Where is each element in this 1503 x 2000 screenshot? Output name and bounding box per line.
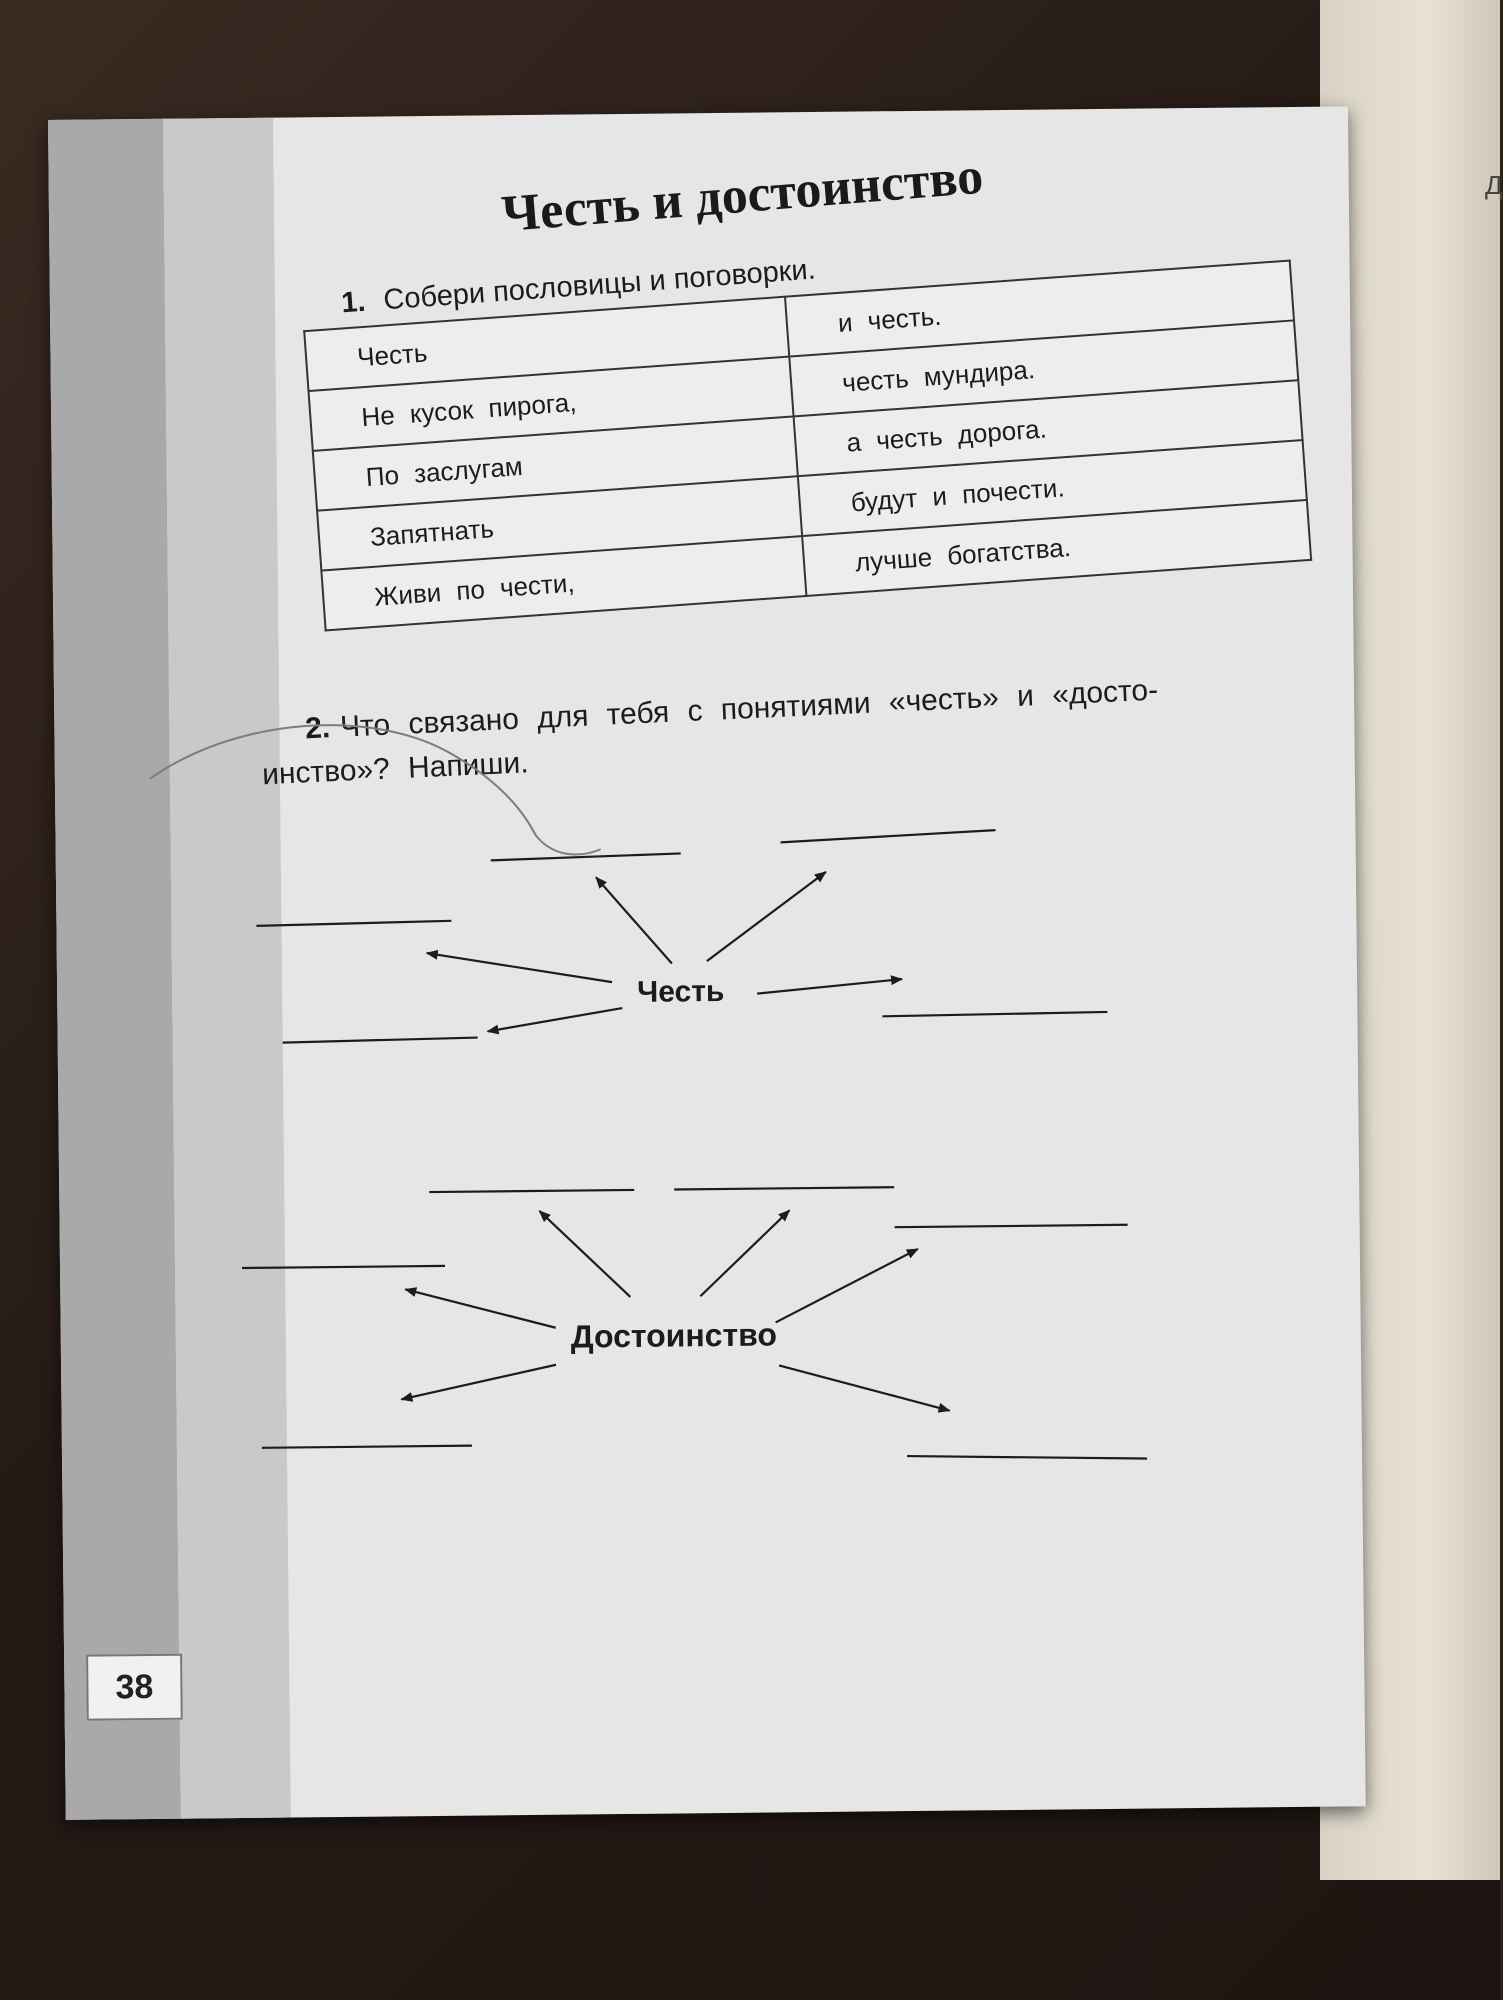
task-2-number: 2.	[304, 711, 331, 746]
arrow	[779, 1364, 949, 1413]
arrow	[706, 872, 827, 961]
dignity-diagram	[241, 1185, 1147, 1468]
answer-line[interactable]	[674, 1187, 894, 1189]
arrow	[699, 1210, 790, 1296]
answer-line[interactable]	[242, 1266, 445, 1268]
answer-line[interactable]	[283, 1038, 478, 1043]
proverb-end[interactable]: будут и почести.	[798, 440, 1307, 536]
proverb-end[interactable]: а честь дорога.	[794, 380, 1303, 476]
proverb-start[interactable]: Честь	[304, 297, 789, 391]
honor-diagram	[256, 829, 1108, 1043]
arrow	[487, 1008, 622, 1031]
proverb-end[interactable]: лучше богатства.	[802, 500, 1311, 596]
association-diagrams	[48, 106, 1366, 1820]
arrow	[775, 1249, 919, 1322]
arrow	[401, 1365, 556, 1400]
facing-page-letter: Д	[1485, 170, 1503, 200]
answer-line[interactable]	[429, 1190, 634, 1192]
proverb-end[interactable]: и честь.	[785, 261, 1294, 357]
answer-line[interactable]	[256, 921, 451, 926]
answer-line[interactable]	[895, 1225, 1128, 1227]
page-number: 38	[86, 1654, 183, 1721]
proverb-start[interactable]: Не кусок пирога,	[309, 357, 794, 451]
task-2-line-2: инство»? Напиши.	[261, 746, 530, 792]
arrow	[757, 979, 902, 994]
answer-line[interactable]	[262, 1446, 472, 1448]
arrow	[596, 877, 672, 965]
task-1-number: 1.	[340, 285, 367, 320]
arrow	[405, 1288, 555, 1330]
proverb-start[interactable]: По заслугам	[313, 416, 798, 510]
task-1-instruction: Собери пословицы и поговорки.	[382, 253, 817, 317]
proverb-start[interactable]: Запятнать	[317, 476, 802, 570]
hub-label-honor: Честь	[636, 974, 725, 1009]
answer-line[interactable]	[882, 1012, 1107, 1016]
proverb-end[interactable]: честь мундира.	[789, 320, 1298, 416]
arrow	[427, 951, 612, 984]
answer-line[interactable]	[907, 1454, 1147, 1462]
workbook-page	[48, 106, 1366, 1820]
arrow	[539, 1210, 630, 1298]
hub-label-dignity: Достоинство	[570, 1316, 778, 1355]
task-2-text-1: Что связано для тебя с понятиями «честь» и «досто-	[339, 673, 1159, 744]
page-title: Честь и достоинство	[499, 147, 986, 244]
answer-line[interactable]	[780, 830, 995, 842]
proverb-start[interactable]: Живи по чести,	[321, 536, 806, 630]
pencil-scribble	[149, 722, 600, 859]
